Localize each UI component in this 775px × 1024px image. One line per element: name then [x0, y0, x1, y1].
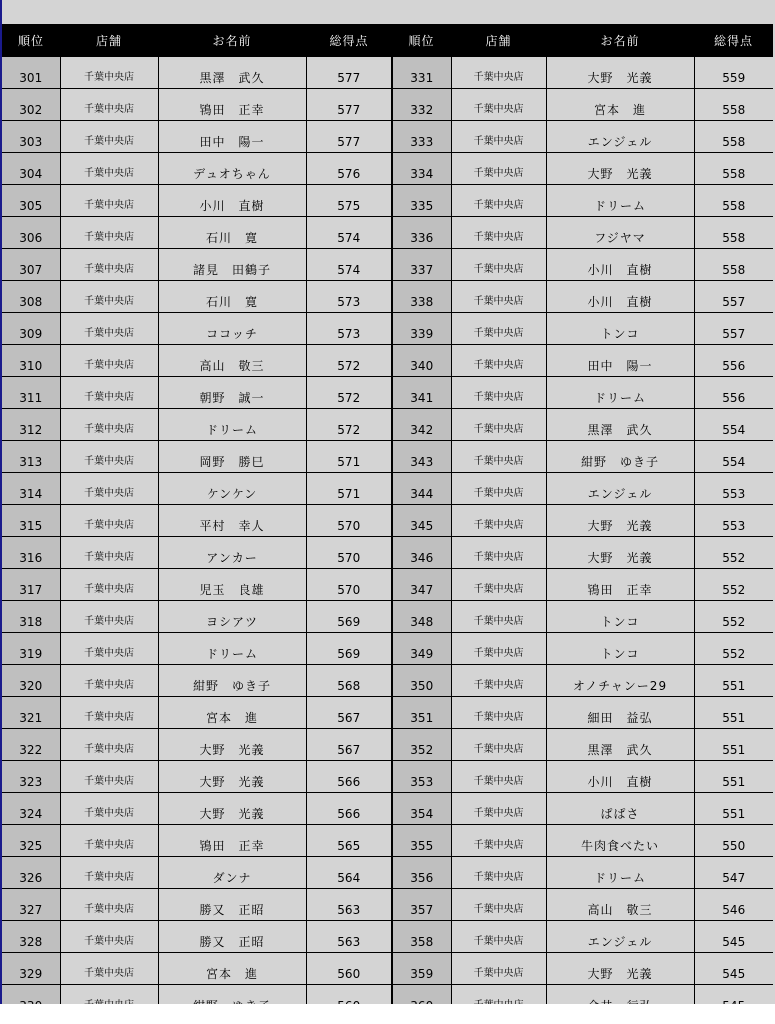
left-rank-cell[interactable]: 323	[2, 761, 60, 793]
right-score-cell[interactable]: 552	[694, 537, 773, 569]
left-rank-cell[interactable]: 322	[2, 729, 60, 761]
table-row	[2, 665, 773, 697]
left-name-cell[interactable]: 宮本 進	[158, 697, 306, 729]
left-rank-cell[interactable]: 313	[2, 441, 60, 473]
left-rank-cell[interactable]: 306	[2, 217, 60, 249]
header-row	[2, 24, 773, 57]
right-name-cell[interactable]: ドリーム	[546, 857, 694, 889]
left-score-cell[interactable]: 566	[306, 793, 392, 825]
ranking-rows	[2, 57, 773, 1017]
right-rank-cell[interactable]: 356	[392, 857, 451, 889]
right-score-cell[interactable]: 558	[694, 153, 773, 185]
left-name-cell[interactable]: 紺野 ゆき子	[158, 665, 306, 697]
left-rank-cell[interactable]: 305	[2, 185, 60, 217]
left-shop-cell[interactable]: 千葉中央店	[60, 473, 158, 505]
right-rank-cell[interactable]: 338	[392, 281, 451, 313]
right-name-cell[interactable]: トンコ	[546, 601, 694, 633]
table-row	[2, 249, 773, 281]
right-shop-cell[interactable]: 千葉中央店	[451, 761, 546, 793]
table-row	[2, 57, 773, 89]
right-score-cell[interactable]: 552	[694, 569, 773, 601]
left-name-cell[interactable]: 宮本 進	[158, 953, 306, 985]
right-shop-cell[interactable]: 千葉中央店	[451, 953, 546, 985]
right-score-cell[interactable]: 545	[694, 953, 773, 985]
left-score-cell[interactable]: 574	[306, 249, 392, 281]
right-name-cell[interactable]: 田中 陽一	[546, 345, 694, 377]
right-rank-cell[interactable]: 350	[392, 665, 451, 697]
right-rank-cell[interactable]: 357	[392, 889, 451, 921]
table-row	[2, 185, 773, 217]
left-name-cell[interactable]: ドリーム	[158, 409, 306, 441]
header-rank-left[interactable]: 順位	[2, 24, 60, 57]
right-shop-cell[interactable]: 千葉中央店	[451, 569, 546, 601]
right-rank-cell[interactable]: 353	[392, 761, 451, 793]
left-name-cell[interactable]: 石川 寛	[158, 281, 306, 313]
left-rank-cell[interactable]: 302	[2, 89, 60, 121]
left-shop-cell[interactable]: 千葉中央店	[60, 153, 158, 185]
right-rank-cell[interactable]: 349	[392, 633, 451, 665]
left-rank-cell[interactable]: 303	[2, 121, 60, 153]
right-rank-cell[interactable]: 343	[392, 441, 451, 473]
table-row	[2, 121, 773, 153]
left-name-cell[interactable]: 平村 幸人	[158, 505, 306, 537]
right-name-cell[interactable]: トンコ	[546, 313, 694, 345]
right-shop-cell[interactable]: 千葉中央店	[451, 185, 546, 217]
right-score-cell[interactable]: 551	[694, 729, 773, 761]
right-shop-cell[interactable]: 千葉中央店	[451, 89, 546, 121]
right-score-cell[interactable]: 558	[694, 121, 773, 153]
right-rank-cell[interactable]: 352	[392, 729, 451, 761]
left-name-cell[interactable]: 高山 敬三	[158, 345, 306, 377]
right-name-cell[interactable]: 黒澤 武久	[546, 409, 694, 441]
left-name-cell[interactable]: 大野 光義	[158, 761, 306, 793]
left-shop-cell[interactable]: 千葉中央店	[60, 57, 158, 89]
left-score-cell[interactable]: 570	[306, 505, 392, 537]
right-name-cell[interactable]: 紺野 ゆき子	[546, 441, 694, 473]
right-rank-cell[interactable]: 334	[392, 153, 451, 185]
left-shop-cell[interactable]: 千葉中央店	[60, 697, 158, 729]
table-row	[2, 537, 773, 569]
left-rank-cell[interactable]: 316	[2, 537, 60, 569]
right-score-cell[interactable]: 551	[694, 793, 773, 825]
left-name-cell[interactable]: 諸見 田鶴子	[158, 249, 306, 281]
table-row	[2, 921, 773, 953]
left-score-cell[interactable]: 572	[306, 345, 392, 377]
left-shop-cell[interactable]: 千葉中央店	[60, 953, 158, 985]
right-rank-cell[interactable]: 340	[392, 345, 451, 377]
right-rank-cell[interactable]: 358	[392, 921, 451, 953]
table-row	[2, 89, 773, 121]
right-shop-cell[interactable]: 千葉中央店	[451, 153, 546, 185]
left-score-cell[interactable]: 573	[306, 313, 392, 345]
right-name-cell[interactable]: 宮本 進	[546, 89, 694, 121]
left-shop-cell[interactable]: 千葉中央店	[60, 313, 158, 345]
right-score-cell[interactable]: 553	[694, 505, 773, 537]
table-row	[2, 441, 773, 473]
left-rank-cell[interactable]: 312	[2, 409, 60, 441]
left-score-cell[interactable]: 576	[306, 153, 392, 185]
table-row	[2, 793, 773, 825]
left-name-cell[interactable]: アンカー	[158, 537, 306, 569]
left-shop-cell[interactable]: 千葉中央店	[60, 761, 158, 793]
right-name-cell[interactable]: トンコ	[546, 633, 694, 665]
left-score-cell[interactable]: 571	[306, 441, 392, 473]
right-shop-cell[interactable]: 千葉中央店	[451, 601, 546, 633]
right-score-cell[interactable]: 551	[694, 697, 773, 729]
right-score-cell[interactable]: 557	[694, 313, 773, 345]
right-shop-cell[interactable]: 千葉中央店	[451, 441, 546, 473]
left-rank-cell[interactable]: 321	[2, 697, 60, 729]
left-name-cell[interactable]: 勝又 正昭	[158, 889, 306, 921]
left-name-cell[interactable]: 鴇田 正幸	[158, 89, 306, 121]
right-name-cell[interactable]: 鴇田 正幸	[546, 569, 694, 601]
table-row	[2, 633, 773, 665]
left-score-cell[interactable]: 568	[306, 665, 392, 697]
left-score-cell[interactable]: 577	[306, 57, 392, 89]
left-shop-cell[interactable]: 千葉中央店	[60, 345, 158, 377]
left-rank-cell[interactable]: 318	[2, 601, 60, 633]
right-score-cell[interactable]: 558	[694, 185, 773, 217]
right-name-cell[interactable]: ドリーム	[546, 185, 694, 217]
left-shop-cell[interactable]: 千葉中央店	[60, 729, 158, 761]
left-name-cell[interactable]: 朝野 誠一	[158, 377, 306, 409]
table-row	[2, 825, 773, 857]
right-shop-cell[interactable]: 千葉中央店	[451, 697, 546, 729]
table-row	[2, 729, 773, 761]
left-score-cell[interactable]: 560	[306, 953, 392, 985]
left-rank-cell[interactable]: 328	[2, 921, 60, 953]
right-rank-cell[interactable]: 333	[392, 121, 451, 153]
left-score-cell[interactable]: 573	[306, 281, 392, 313]
right-name-cell[interactable]: 牛肉食べたい	[546, 825, 694, 857]
left-score-cell[interactable]: 563	[306, 921, 392, 953]
header-shop-right[interactable]: 店舗	[451, 24, 546, 57]
left-score-cell[interactable]: 570	[306, 537, 392, 569]
right-rank-cell[interactable]: 344	[392, 473, 451, 505]
right-score-cell[interactable]: 551	[694, 761, 773, 793]
left-name-cell[interactable]: ココッチ	[158, 313, 306, 345]
left-name-cell[interactable]: 大野 光義	[158, 793, 306, 825]
left-shop-cell[interactable]: 千葉中央店	[60, 441, 158, 473]
right-name-cell[interactable]: 小川 直樹	[546, 281, 694, 313]
right-shop-cell[interactable]: 千葉中央店	[451, 377, 546, 409]
right-name-cell[interactable]: エンジェル	[546, 121, 694, 153]
table-row	[2, 697, 773, 729]
left-name-cell[interactable]: 児玉 良雄	[158, 569, 306, 601]
right-rank-cell[interactable]: 337	[392, 249, 451, 281]
left-name-cell[interactable]: 小川 直樹	[158, 185, 306, 217]
right-rank-cell[interactable]: 335	[392, 185, 451, 217]
left-score-cell[interactable]: 574	[306, 217, 392, 249]
left-rank-cell[interactable]: 324	[2, 793, 60, 825]
right-shop-cell[interactable]: 千葉中央店	[451, 345, 546, 377]
right-shop-cell[interactable]: 千葉中央店	[451, 665, 546, 697]
left-score-cell[interactable]: 569	[306, 633, 392, 665]
right-score-cell[interactable]: 545	[694, 921, 773, 953]
right-name-cell[interactable]: 小川 直樹	[546, 249, 694, 281]
left-name-cell[interactable]: 大野 光義	[158, 729, 306, 761]
left-score-cell[interactable]: 567	[306, 729, 392, 761]
left-shop-cell[interactable]: 千葉中央店	[60, 217, 158, 249]
right-score-cell[interactable]: 547	[694, 857, 773, 889]
left-rank-cell[interactable]: 307	[2, 249, 60, 281]
right-name-cell[interactable]: 高山 敬三	[546, 889, 694, 921]
right-score-cell[interactable]: 558	[694, 89, 773, 121]
right-score-cell[interactable]: 559	[694, 57, 773, 89]
right-score-cell[interactable]: 558	[694, 217, 773, 249]
left-score-cell[interactable]: 571	[306, 473, 392, 505]
right-rank-cell[interactable]: 332	[392, 89, 451, 121]
right-name-cell[interactable]: エンジェル	[546, 473, 694, 505]
left-shop-cell[interactable]: 千葉中央店	[60, 185, 158, 217]
right-name-cell[interactable]: 大野 光義	[546, 153, 694, 185]
left-shop-cell[interactable]: 千葉中央店	[60, 601, 158, 633]
left-rank-cell[interactable]: 314	[2, 473, 60, 505]
right-rank-cell[interactable]: 347	[392, 569, 451, 601]
left-name-cell[interactable]: 石川 寛	[158, 217, 306, 249]
header-rank-right[interactable]: 順位	[392, 24, 451, 57]
right-shop-cell[interactable]: 千葉中央店	[451, 121, 546, 153]
left-shop-cell[interactable]: 千葉中央店	[60, 377, 158, 409]
right-shop-cell[interactable]: 千葉中央店	[451, 473, 546, 505]
right-score-cell[interactable]: 552	[694, 601, 773, 633]
left-rank-cell[interactable]: 329	[2, 953, 60, 985]
left-score-cell[interactable]: 563	[306, 889, 392, 921]
left-shop-cell[interactable]: 千葉中央店	[60, 569, 158, 601]
left-rank-cell[interactable]: 317	[2, 569, 60, 601]
left-score-cell[interactable]: 567	[306, 697, 392, 729]
right-rank-cell[interactable]: 339	[392, 313, 451, 345]
right-score-cell[interactable]: 557	[694, 281, 773, 313]
table-row	[2, 857, 773, 889]
left-shop-cell[interactable]: 千葉中央店	[60, 633, 158, 665]
left-rank-cell[interactable]: 319	[2, 633, 60, 665]
left-rank-cell[interactable]: 327	[2, 889, 60, 921]
right-rank-cell[interactable]: 355	[392, 825, 451, 857]
right-rank-cell[interactable]: 348	[392, 601, 451, 633]
table-row	[2, 473, 773, 505]
right-score-cell[interactable]: 556	[694, 377, 773, 409]
table-row	[2, 601, 773, 633]
sheet-bottom-area	[0, 1004, 775, 1024]
right-score-cell[interactable]: 552	[694, 633, 773, 665]
header-score-left[interactable]: 総得点	[306, 24, 392, 57]
left-shop-cell[interactable]: 千葉中央店	[60, 857, 158, 889]
right-shop-cell[interactable]: 千葉中央店	[451, 729, 546, 761]
right-name-cell[interactable]: オノチャンー29	[546, 665, 694, 697]
left-rank-cell[interactable]: 301	[2, 57, 60, 89]
right-shop-cell[interactable]: 千葉中央店	[451, 889, 546, 921]
left-shop-cell[interactable]: 千葉中央店	[60, 281, 158, 313]
table-row	[2, 313, 773, 345]
left-rank-cell[interactable]: 320	[2, 665, 60, 697]
right-rank-cell[interactable]: 342	[392, 409, 451, 441]
left-score-cell[interactable]: 572	[306, 377, 392, 409]
header-score-right[interactable]: 総得点	[694, 24, 773, 57]
left-score-cell[interactable]: 570	[306, 569, 392, 601]
table-row	[2, 569, 773, 601]
right-shop-cell[interactable]: 千葉中央店	[451, 409, 546, 441]
right-name-cell[interactable]: フジヤマ	[546, 217, 694, 249]
table-row	[2, 889, 773, 921]
table-row	[2, 153, 773, 185]
right-shop-cell[interactable]: 千葉中央店	[451, 217, 546, 249]
right-score-cell[interactable]: 546	[694, 889, 773, 921]
ranking-table	[2, 24, 773, 1017]
right-rank-cell[interactable]: 346	[392, 537, 451, 569]
left-shop-cell[interactable]: 千葉中央店	[60, 793, 158, 825]
left-rank-cell[interactable]: 315	[2, 505, 60, 537]
right-score-cell[interactable]: 556	[694, 345, 773, 377]
left-shop-cell[interactable]: 千葉中央店	[60, 121, 158, 153]
left-score-cell[interactable]: 566	[306, 761, 392, 793]
right-shop-cell[interactable]: 千葉中央店	[451, 921, 546, 953]
left-score-cell[interactable]: 575	[306, 185, 392, 217]
right-name-cell[interactable]: ドリーム	[546, 377, 694, 409]
right-rank-cell[interactable]: 336	[392, 217, 451, 249]
table-row	[2, 377, 773, 409]
right-name-cell[interactable]: 大野 光義	[546, 953, 694, 985]
right-score-cell[interactable]: 551	[694, 665, 773, 697]
left-shop-cell[interactable]: 千葉中央店	[60, 89, 158, 121]
right-shop-cell[interactable]: 千葉中央店	[451, 313, 546, 345]
right-shop-cell[interactable]: 千葉中央店	[451, 249, 546, 281]
right-rank-cell[interactable]: 359	[392, 953, 451, 985]
right-name-cell[interactable]: エンジェル	[546, 921, 694, 953]
right-score-cell[interactable]: 550	[694, 825, 773, 857]
left-name-cell[interactable]: ヨシアツ	[158, 601, 306, 633]
left-shop-cell[interactable]: 千葉中央店	[60, 537, 158, 569]
left-rank-cell[interactable]: 304	[2, 153, 60, 185]
right-name-cell[interactable]: 小川 直樹	[546, 761, 694, 793]
right-name-cell[interactable]: 大野 光義	[546, 537, 694, 569]
table-row	[2, 761, 773, 793]
left-score-cell[interactable]: 577	[306, 121, 392, 153]
left-shop-cell[interactable]: 千葉中央店	[60, 249, 158, 281]
right-name-cell[interactable]: 黒澤 武久	[546, 729, 694, 761]
left-name-cell[interactable]: 勝又 正昭	[158, 921, 306, 953]
left-name-cell[interactable]: 黒澤 武久	[158, 57, 306, 89]
right-shop-cell[interactable]: 千葉中央店	[451, 857, 546, 889]
left-score-cell[interactable]: 577	[306, 89, 392, 121]
right-name-cell[interactable]: 大野 光義	[546, 57, 694, 89]
right-shop-cell[interactable]: 千葉中央店	[451, 57, 546, 89]
left-name-cell[interactable]: 田中 陽一	[158, 121, 306, 153]
left-rank-cell[interactable]: 311	[2, 377, 60, 409]
right-name-cell[interactable]: 大野 光義	[546, 505, 694, 537]
left-score-cell[interactable]: 565	[306, 825, 392, 857]
right-shop-cell[interactable]: 千葉中央店	[451, 505, 546, 537]
table-row	[2, 217, 773, 249]
left-shop-cell[interactable]: 千葉中央店	[60, 505, 158, 537]
left-name-cell[interactable]: ドリーム	[158, 633, 306, 665]
left-shop-cell[interactable]: 千葉中央店	[60, 825, 158, 857]
left-score-cell[interactable]: 569	[306, 601, 392, 633]
right-shop-cell[interactable]: 千葉中央店	[451, 537, 546, 569]
left-shop-cell[interactable]: 千葉中央店	[60, 665, 158, 697]
left-rank-cell[interactable]: 326	[2, 857, 60, 889]
left-rank-cell[interactable]: 310	[2, 345, 60, 377]
left-shop-cell[interactable]: 千葉中央店	[60, 921, 158, 953]
table-row	[2, 409, 773, 441]
right-rank-cell[interactable]: 345	[392, 505, 451, 537]
table-row	[2, 505, 773, 537]
left-rank-cell[interactable]: 309	[2, 313, 60, 345]
left-score-cell[interactable]: 564	[306, 857, 392, 889]
table-row	[2, 345, 773, 377]
right-shop-cell[interactable]: 千葉中央店	[451, 825, 546, 857]
header-name-right[interactable]: お名前	[546, 24, 694, 57]
header-name-left[interactable]: お名前	[158, 24, 306, 57]
left-name-cell[interactable]: ダンナ	[158, 857, 306, 889]
right-score-cell[interactable]: 554	[694, 441, 773, 473]
left-name-cell[interactable]: 鴇田 正幸	[158, 825, 306, 857]
right-score-cell[interactable]: 553	[694, 473, 773, 505]
right-shop-cell[interactable]: 千葉中央店	[451, 793, 546, 825]
right-score-cell[interactable]: 558	[694, 249, 773, 281]
left-score-cell[interactable]: 572	[306, 409, 392, 441]
right-rank-cell[interactable]: 354	[392, 793, 451, 825]
right-shop-cell[interactable]: 千葉中央店	[451, 281, 546, 313]
right-name-cell[interactable]: ぱぱさ	[546, 793, 694, 825]
right-shop-cell[interactable]: 千葉中央店	[451, 633, 546, 665]
right-name-cell[interactable]: 細田 益弘	[546, 697, 694, 729]
left-shop-cell[interactable]: 千葉中央店	[60, 889, 158, 921]
left-name-cell[interactable]: ケンケン	[158, 473, 306, 505]
right-score-cell[interactable]: 554	[694, 409, 773, 441]
left-rank-cell[interactable]: 325	[2, 825, 60, 857]
left-shop-cell[interactable]: 千葉中央店	[60, 409, 158, 441]
table-row	[2, 281, 773, 313]
left-rank-cell[interactable]: 308	[2, 281, 60, 313]
right-rank-cell[interactable]: 341	[392, 377, 451, 409]
right-rank-cell[interactable]: 351	[392, 697, 451, 729]
left-name-cell[interactable]: 岡野 勝巳	[158, 441, 306, 473]
header-shop-left[interactable]: 店舗	[60, 24, 158, 57]
table-row	[2, 953, 773, 985]
left-name-cell[interactable]: デュオちゃん	[158, 153, 306, 185]
right-rank-cell[interactable]: 331	[392, 57, 451, 89]
